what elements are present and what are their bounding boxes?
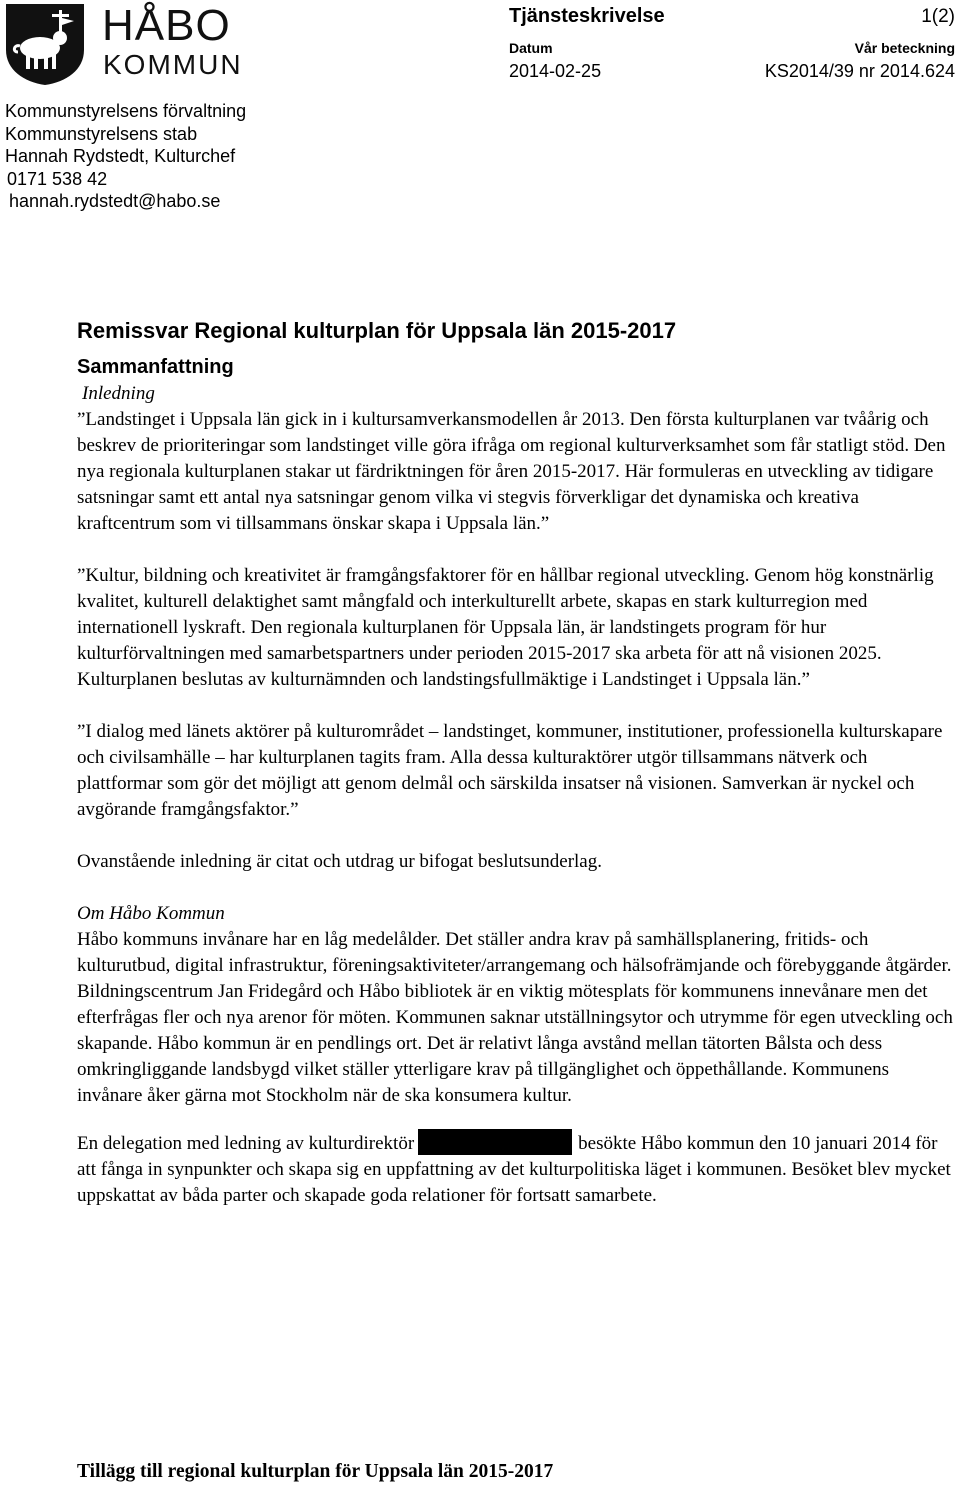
lamb-crest-icon — [4, 2, 86, 86]
page-number: 1(2) — [921, 6, 955, 27]
document-title: Remissvar Regional kulturplan för Uppsala län 2015-2017 — [77, 318, 677, 343]
habo-logo — [4, 1, 243, 86]
sender-email[interactable]: hannah.rydstedt@habo.se — [9, 191, 221, 211]
reference-value: KS2014/39 nr 2014.624 — [764, 61, 955, 81]
about-paragraph-2-start: En delegation med ledning av kulturdirektör — [77, 1133, 415, 1154]
sender-org: Kommunstyrelsens förvaltning — [5, 101, 247, 121]
intro-paragraph-3: ”I dialog med länets aktörer på kulturområdet – landstinget, kommuner, institutioner, professionella kulturskapare och civilsamhälle – har kulturplanen tagits fram. Alla dessa kulturaktörer utgör tillsammans nätverk och plattformar som gör det möjligt att genom delmål och särskilda insatser nå visionen. Samverkan är nyckel och avgörande framgångsfaktor.” — [77, 721, 943, 820]
intro-paragraph-2: ”Kultur, bildning och kreativitet är framgångsfaktorer för en hållbar regional utveckling. Genom hög konstnärlig kvalitet, kulturell delaktighet samt mångfald och interkulturellt arbete, skapas en stark kulturregion med internationell lyskraft. Den regionala kulturplanen för Uppsala län, är landstingets program för hur kulturförvaltningen med samarbetspartners under perioden 2015-2017 ska arbeta för att nå visionen 2025. Kulturplanen beslutas av kulturnämnden och landstingsfullmäktige i Landstinget i Uppsala län.” — [77, 565, 934, 690]
intro-paragraph-1: ”Landstinget i Uppsala län gick in i kultursamverkansmodellen år 2013. Den första kulturplanen var tvåårig och beskrev de prioriteringar som landstinget ville göra ifråga om regional kulturverksamhet som får statligt stöd. Den nya regionala kulturplanen stakar ut färdriktningen för åren 2015-2017. Här formuleras en utveckling av tidigare satsningar samt ett antal nya satsningar genom vilka vi stegvis förverkligar det dynamiska och kreativa kraftcentrum som vi tillsammans önskar skapa i Uppsala län.” — [77, 409, 946, 534]
sender-phone: 0171 538 42 — [7, 168, 108, 189]
about-heading: Om Håbo Kommun — [77, 903, 225, 924]
reference-label: Vår beteckning — [854, 40, 955, 56]
about-paragraph-2 — [77, 1129, 957, 1209]
about-paragraph-1: Håbo kommuns invånare har en låg medelålder. Det ställer andra krav på samhällsplanering, fritids- och kulturutbud, digital infrastruktur, föreningsaktiviteter/arrangemang och hälsofrämjande och förebyggande åtgärder. Bildningscentrum Jan Fridegård och Håbo bibliotek är en viktig mötesplats för kommunens innevånare men det efterfrågas fler och nya arenor för möten. Kommunen saknar utställningsytor och utrymme för egen utveckling och skapande. Håbo kommun är en pendlings ort. Det är relativt långa avstånd mellan tätorten Bålsta och dess omkringliggande landsbygd vilket ställer ytterligare krav på tillgänglighet och öppethållande. Kommunens invånare åker gärna mot Stockholm när de ska konsumera kultur. — [77, 929, 953, 1106]
logo-subtitle: KOMMUN — [103, 49, 243, 80]
redacted-name — [418, 1129, 572, 1155]
date-label: Datum — [509, 40, 553, 56]
logo-wordmark: HÅBO — [102, 1, 231, 50]
sender-unit: Kommunstyrelsens stab — [5, 123, 198, 144]
summary-heading: Sammanfattning — [77, 356, 234, 378]
document-type: Tjänsteskrivelse — [509, 5, 665, 27]
date-value: 2014-02-25 — [509, 61, 602, 81]
intro-paragraph-4: Ovanstående inledning är citat och utdrag ur bifogat beslutsunderlag. — [77, 851, 602, 872]
document-body — [77, 381, 957, 1209]
about-paragraph-2-end: besökte Håbo kommun den 10 januari 2014 för att fånga in synpunkter och skapa sig en uppfattning av det kulturpolitiska läget i kommunen. Besöket blev mycket uppskattat av båda parter och skapade goda relationer för fortsatt samarbete. — [77, 1133, 951, 1206]
sender-person: Hannah Rydstedt, Kulturchef — [5, 146, 236, 166]
intro-heading: Inledning — [82, 383, 155, 404]
next-section-heading: Tillägg till regional kulturplan för Uppsala län 2015-2017 — [77, 1461, 554, 1482]
sender-block — [5, 100, 246, 213]
